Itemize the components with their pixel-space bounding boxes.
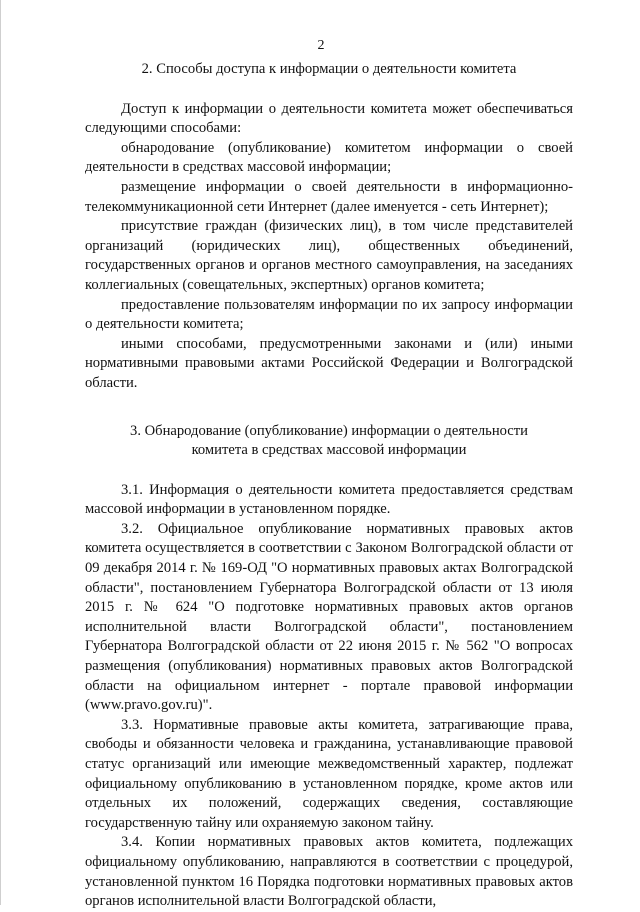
section-2-paragraph: присутствие граждан (физических лиц), в том числе представителей организаций (юридических лиц), общественных объединений, государственных органов и органов местного самоуправления, на заседаниях коллегиальных (совещательных, экспертных) органов комитета; <box>85 218 573 293</box>
section-2-paragraph: иными способами, предусмотренными законами и (или) иными нормативными правовыми актами Российской Федерации и Волгоградской области. <box>85 335 573 391</box>
section-2-paragraph: обнародование (опубликование) комитетом информации о своей деятельности в средствах массовой информации; <box>85 139 573 176</box>
section-3 <box>85 422 573 912</box>
section-3-heading-line-1: 3. Обнародование (опубликование) информации о деятельности <box>130 422 528 439</box>
section-3-paragraph: 3.4. Копии нормативных правовых актов комитета, подлежащих официальному опубликованию, направляются в соответствии с процедурой, установленной пунктом 16 Порядка подготовки нормативных правовых актов органов исполнительной власти Волгоградской области, <box>85 834 573 910</box>
section-2-paragraph: Доступ к информации о деятельности комитета может обеспечиваться следующими способами: <box>85 100 573 137</box>
section-3-heading-line-2: комитета в средствах массовой информации <box>191 442 467 459</box>
section-3-paragraph: 3.3. Нормативные правовые акты комитета, затрагивающие права, свободы и обязанности человека и гражданина, устанавливающие правовой статус организаций или имеющие межведомственный характер, подлежат официальному опубликованию в установленном порядке, кроме актов или отдельных их положений, содержащих сведения, составляющие государственную тайну или охраняемую законом тайну. <box>85 716 573 831</box>
section-2 <box>85 60 573 394</box>
section-3-paragraph: 3.2. Официальное опубликование нормативных правовых актов комитета осуществляется в соответствии с Законом Волгоградской области от 09 декабря 2014 г. № 169-ОД "О нормативных правовых актах Волгоградской области", постановлением Губернатора Волгоградской области от 13 июля 2015 г. № 624 "О подготовке нормативных правовых актов органов исполнительной власти Волгоградской области", постановлением Губернатора Волгоградской области от 22 июня 2015 г. № 562 "О вопросах размещения (опубликования) нормативных правовых актов Волгоградской области на официальном интернет - портале правовой информации (www.pravo.gov.ru)". <box>85 520 573 714</box>
section-2-paragraph: размещение информации о своей деятельности в информационно-телекоммуникационной сети Интернет (далее именуется - сеть Интернет); <box>85 178 573 215</box>
section-3-paragraph: 3.1. Информация о деятельности комитета предоставляется средствам массовой информации в установленном порядке. <box>85 481 573 518</box>
section-2-heading: 2. Способы доступа к информации о деятельности комитета <box>141 61 517 77</box>
page-number: 2 <box>317 38 325 53</box>
section-2-paragraph: предоставление пользователям информации по их запросу информации о деятельности комитета; <box>85 296 573 333</box>
document-body <box>85 60 573 912</box>
